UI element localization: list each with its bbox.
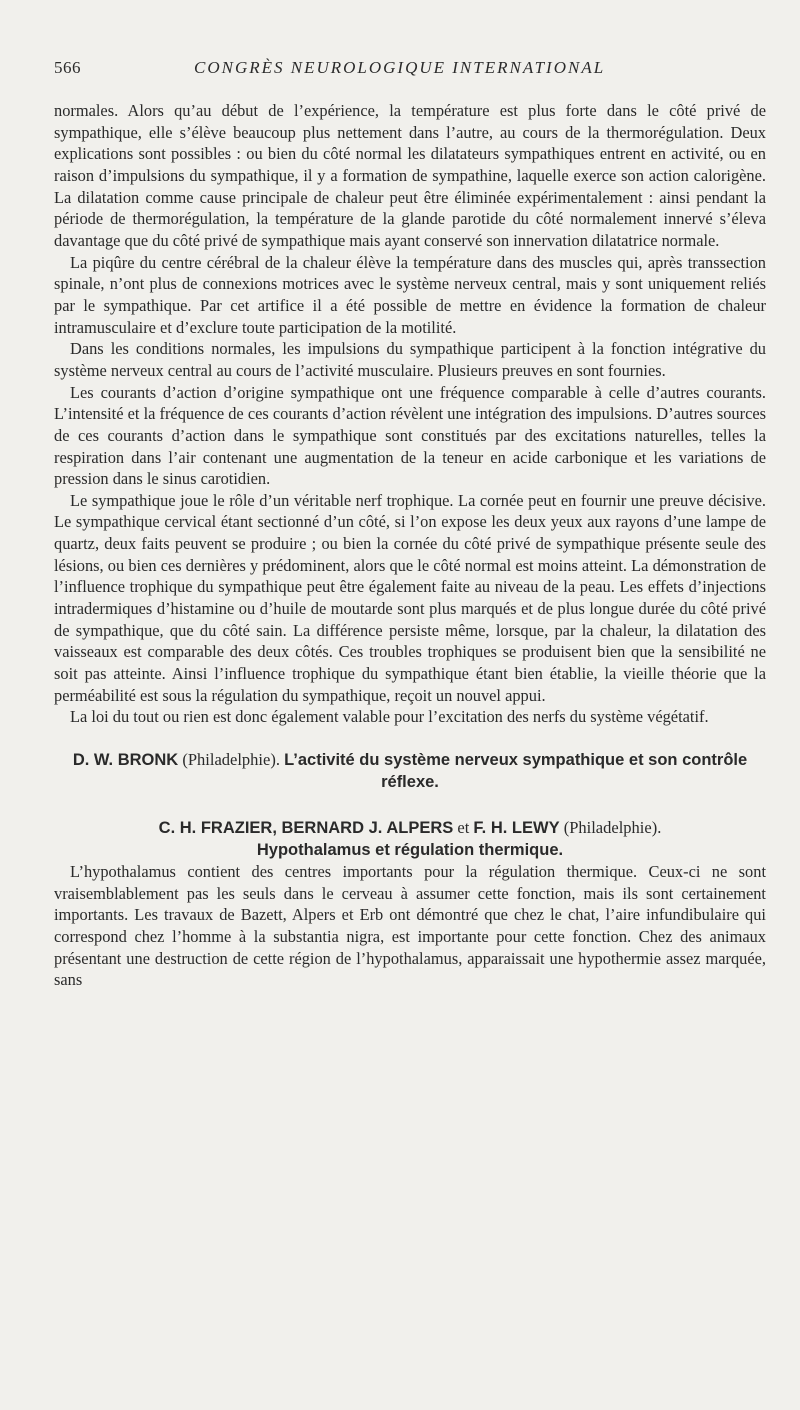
paragraph: Les courants d’action d’origine sympathique ont une fréquence comparable à celle d’autres courants. L’intensité et la fréquence de ces courants d’action révèlent une intégration des impulsions. D’autres sources de ces courants d’action dans le sympathique sont constitués par des excitations naturelles, telles la respiration dans l’air contenant une augmentation de la teneur en acide carbonique et les variations de pression dans le sinus carotidien. [54,382,766,489]
paragraph: La loi du tout ou rien est donc également valable pour l’excitation des nerfs du système végétatif. [70,707,709,727]
paragraph: L’hypothalamus contient des centres importants pour la régulation thermique. Ceux-ci ne sont vraisemblablement pas les seuls dans le cerveau à assumer cette fonction, mais ils sont certainement importants. Les travaux de Bazett, Alpers et Erb ont démontré que chez le chat, l’aire infundibulaire qui correspond chez l’homme à la substantia nigra, est importante pour cette fonction. Chez des animaux présentant une destruction de cette région de l’hypothalamus, apparaissait une hypothermie assez marquée, sans [54,862,766,990]
paragraph: Le sympathique joue le rôle d’un véritable nerf trophique. La cornée peut en fournir une preuve décisive. Le sympathique cervical étant sectionné d’un côté, si l’on expose les deux yeux aux rayons d’une lampe de quartz, deux faits peuvent se produire ; ou bien la cornée du côté privé de sympathique présente seule des lésions, ou bien ces dernières y prédominent, alors que le côté normal est moins atteint. La démonstration de l’influence trophique du sympathique peut être également faite au niveau de la peau. Les effets d’injections intradermiques d’histamine ou d’huile de moutarde sont plus marqués et de plus longue durée du côté privé de sympathique, que du côté sain. La différence persiste même, lorsque, par la chaleur, la dilatation des vaisseaux est comparable des deux côtés. Ces troubles trophiques se produisent bien que la sensibilité ne soit pas atteinte. Ainsi l’influence trophique du sympathique étant bien établie, la vieille théorie que la perméabilité est sous la régulation du sympathique, reçoit un nouvel appui. [54,490,766,705]
running-title: CONGRÈS NEUROLOGIQUE INTERNATIONAL [194,58,606,77]
page-number: 566 [54,58,81,77]
section-title: Hypothalamus et régulation thermique. [256,841,564,860]
section-heading-bronk [54,749,766,793]
author-conjunction: et [453,818,474,838]
author-affiliation: (Philadelphie). [178,750,285,770]
running-head [54,58,760,82]
section-title: L’activité du système nerveux sympathique et son contrôle réflexe. [284,751,748,792]
author-name: F. H. LEWY [473,819,560,838]
paragraph: Dans les conditions normales, les impulsions du sympathique participent à la fonction intégrative du système nerveux central au cours de l’activité musculaire. Plusieurs preuves en sont fournies. [54,339,766,380]
author-affiliation: (Philadelphie). [559,818,662,838]
section-heading-frazier [54,817,766,861]
paragraph: La piqûre du centre cérébral de la chaleur élève la température dans des muscles qui, après transsection spinale, n’ont plus de connexions motrices avec le système nerveux central, mais y sont uniquement reliés par le sympathique. Par cet artifice il a été possible de mettre en évidence la formation de chaleur intramusculaire et d’exclure toute participation de la motilité. [54,252,766,337]
author-name: D. W. BRONK [72,751,179,770]
author-names: C. H. FRAZIER, BERNARD J. ALPERS [158,819,454,838]
paragraph-continuation: normales. Alors qu’au début de l’expérience, la température est plus forte dans le côté privé de sympathique, elle s’élève beaucoup plus nettement dans l’autre, au cours de la thermorégulation. Deux explications sont possibles : ou bien du côté normal les dilatateurs sympathiques entrent en activité, ou en raison d’impulsions du sympathique, il y a formation de sympathine, laquelle exerce son action calorigène. La dilatation comme cause principale de chaleur peut être éliminée expérimentalement : ainsi pendant la période de thermorégulation, la température de la glande parotide du côté normalement innervé s’éleva davantage que du côté privé de sympathique mais ayant conservé son innervation dilatatrice normale. [54,101,766,250]
page-body [54,100,766,991]
